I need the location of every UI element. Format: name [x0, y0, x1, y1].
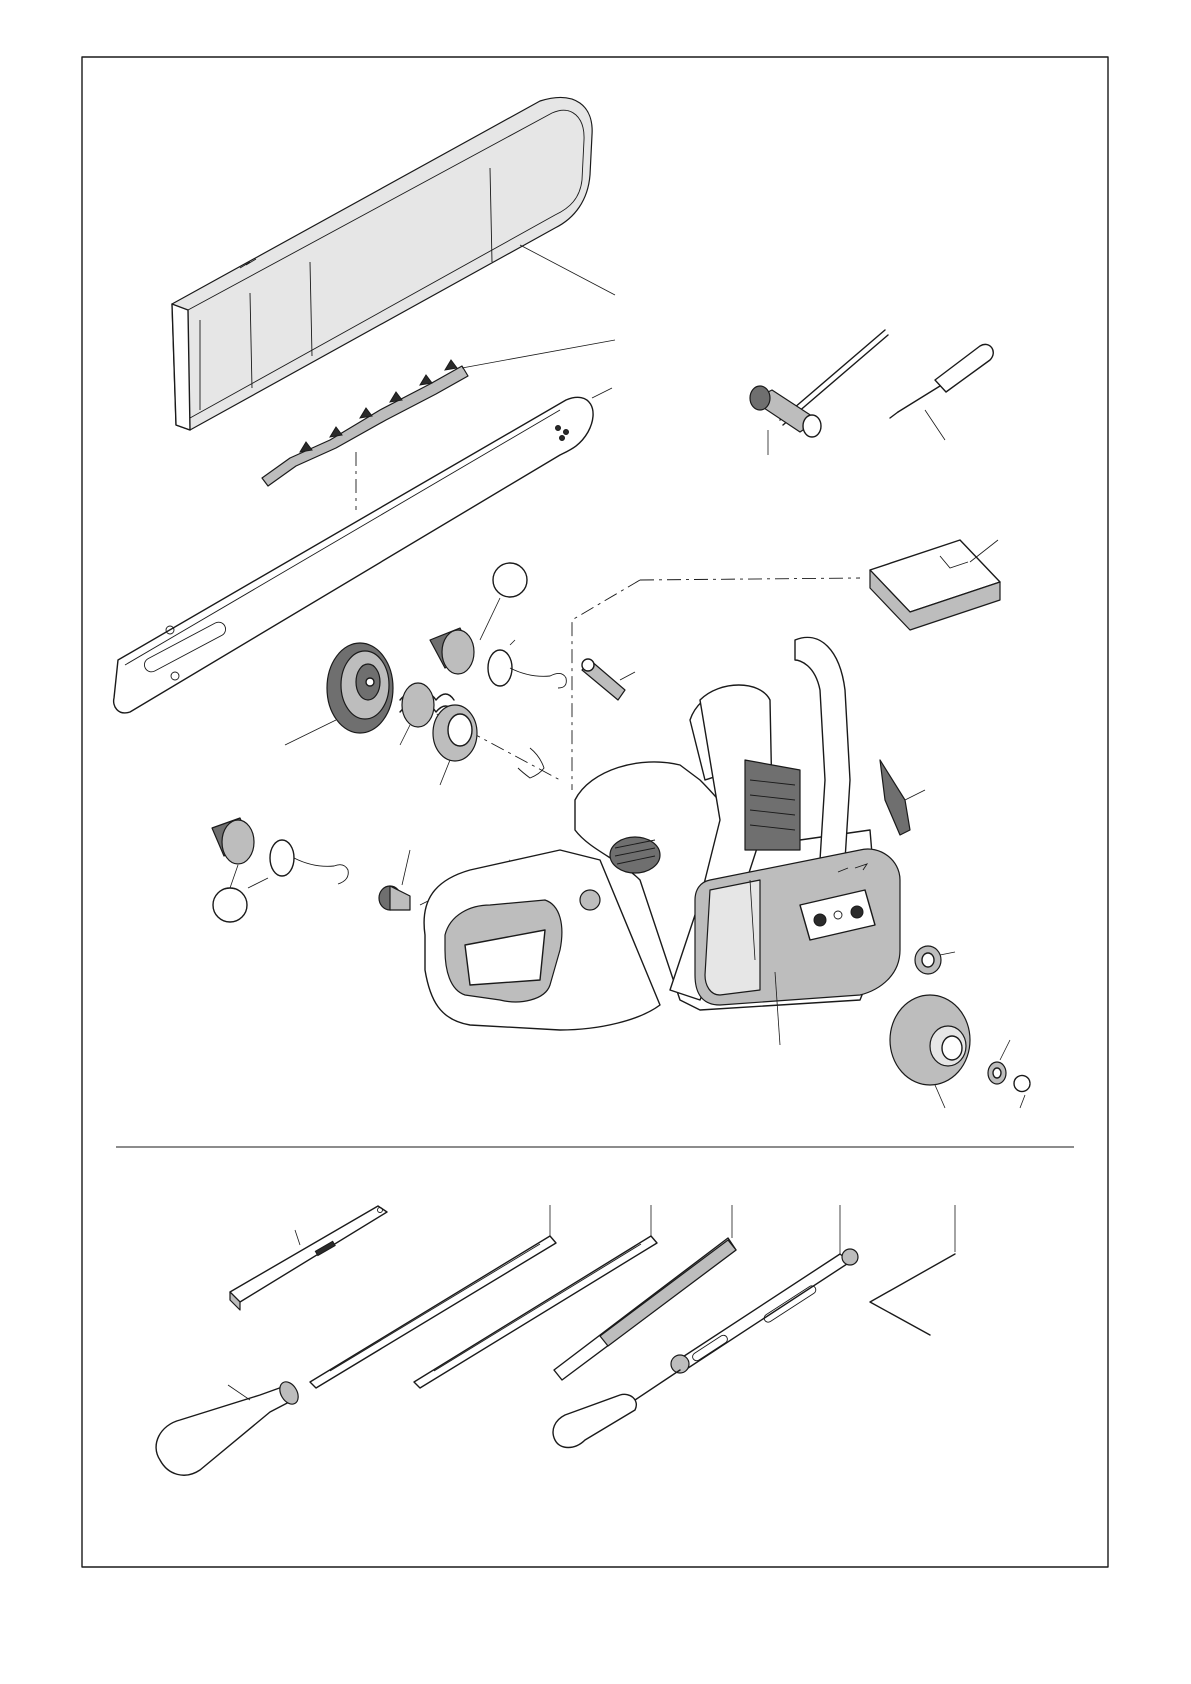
callout-circle-upper	[493, 563, 527, 597]
tank-cap-lower	[212, 818, 410, 910]
filter-cover-plate	[870, 540, 1000, 630]
tank-cap-upper	[430, 598, 566, 688]
file-handle	[156, 1379, 302, 1476]
clutch-drum	[890, 995, 970, 1108]
spark-plug	[582, 659, 635, 700]
bar-cover	[172, 98, 615, 430]
file-holder	[553, 1205, 858, 1448]
callout-circle-lower	[213, 888, 247, 922]
combination-wrench	[750, 330, 888, 455]
circlip	[1014, 1076, 1030, 1108]
starter-spring	[285, 643, 393, 745]
depth-gauge	[230, 1206, 387, 1310]
chainsaw-body	[424, 637, 925, 1045]
starter-pulley	[433, 705, 544, 785]
bar-nut	[915, 946, 955, 974]
screwdriver-small	[890, 344, 993, 440]
washer	[988, 1040, 1010, 1084]
hex-key	[870, 1205, 955, 1335]
